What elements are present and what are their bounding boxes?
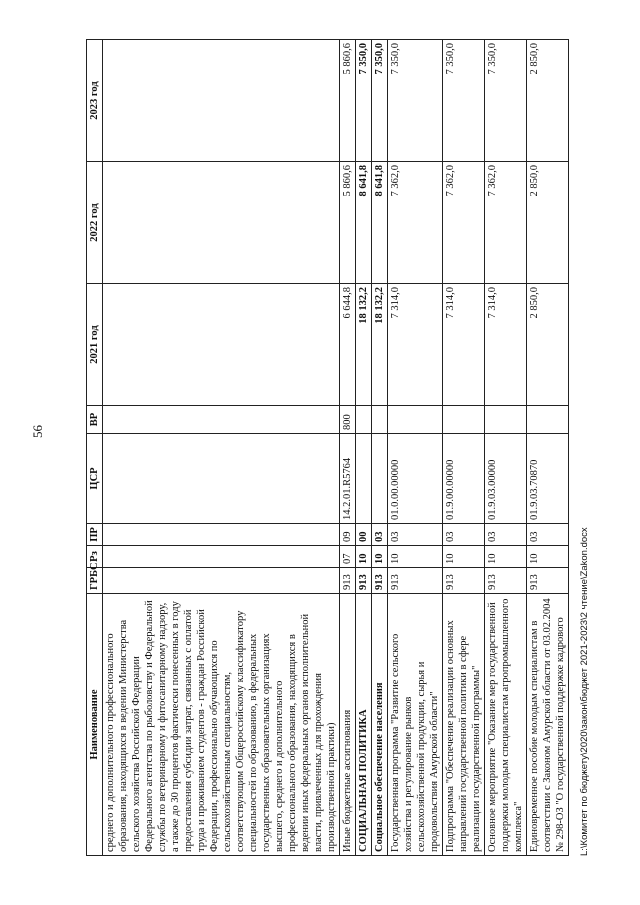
cell-csr: 14.2.01.R5764 [340, 434, 356, 524]
cell-2023: 7 350,0 [372, 40, 388, 162]
cell-pr: 09 [340, 524, 356, 546]
cell-2023: 2 850,0 [527, 40, 569, 162]
cell-rz: 10 [443, 546, 485, 568]
cell-2021: 7 314,0 [443, 284, 485, 406]
table-row [485, 40, 527, 856]
col-header-pr: ПР [87, 524, 103, 546]
cell-2022: 8 641,8 [372, 162, 388, 284]
cell-name: Единовременное пособие молодым специалистам в соответствии с Законом Амурской области от 03.02.2004 № 298-ОЗ "О государственной поддержке кадрового [527, 594, 569, 856]
col-header-2021: 2021 год [87, 284, 103, 406]
cell-pr: 03 [527, 524, 569, 546]
cell-pr [103, 524, 340, 546]
cell-name: Подпрограмма "Обеспечение реализации основных направлений государственной политики в сфере реализации государственной программы" [443, 594, 485, 856]
cell-vr [388, 406, 443, 434]
cell-2023: 7 350,0 [388, 40, 443, 162]
cell-vr [103, 406, 340, 434]
table-row [372, 40, 388, 856]
cell-vr [527, 406, 569, 434]
cell-2023 [103, 40, 340, 162]
cell-csr: 01.9.03.70870 [527, 434, 569, 524]
cell-2022 [103, 162, 340, 284]
file-path-footer: L:\Комитет по бюджету\2020\закон\бюджет 2021-2023\2 чтение\Zakon.docx [579, 527, 590, 856]
cell-grbs: 913 [356, 568, 372, 594]
cell-vr [356, 406, 372, 434]
cell-2021 [103, 284, 340, 406]
cell-pr: 03 [388, 524, 443, 546]
cell-2023: 5 860,6 [340, 40, 356, 162]
cell-rz: 07 [340, 546, 356, 568]
cell-pr: 00 [356, 524, 372, 546]
cell-2021: 6 644,8 [340, 284, 356, 406]
cell-2022: 7 362,0 [388, 162, 443, 284]
cell-rz: 10 [527, 546, 569, 568]
cell-name: СОЦИАЛЬНАЯ ПОЛИТИКА [356, 594, 372, 856]
cell-rz: 10 [485, 546, 527, 568]
cell-name: Иные бюджетные ассигнования [340, 594, 356, 856]
cell-pr: 03 [443, 524, 485, 546]
cell-rz: 10 [388, 546, 443, 568]
cell-2022: 7 362,0 [443, 162, 485, 284]
cell-grbs: 913 [388, 568, 443, 594]
cell-2023: 7 350,0 [356, 40, 372, 162]
cell-csr [356, 434, 372, 524]
page-number: 56 [30, 425, 45, 438]
cell-2022: 5 860,6 [340, 162, 356, 284]
cell-csr: 01.9.03.00000 [485, 434, 527, 524]
cell-rz [103, 546, 340, 568]
table-row [527, 40, 569, 856]
table-row [340, 40, 356, 856]
cell-pr: 03 [485, 524, 527, 546]
cell-2021: 18 132,2 [356, 284, 372, 406]
cell-csr: 01.9.00.00000 [443, 434, 485, 524]
cell-csr: 01.0.00.00000 [388, 434, 443, 524]
table-body [103, 40, 569, 856]
table-header-row [87, 40, 103, 856]
cell-vr [485, 406, 527, 434]
table-row [103, 40, 340, 856]
cell-grbs: 913 [443, 568, 485, 594]
col-header-name: Наименование [87, 594, 103, 856]
cell-grbs: 913 [527, 568, 569, 594]
cell-2022: 8 641,8 [356, 162, 372, 284]
cell-csr [372, 434, 388, 524]
cell-2021: 7 314,0 [388, 284, 443, 406]
budget-table [86, 39, 569, 856]
cell-rz: 10 [356, 546, 372, 568]
cell-2021: 2 850,0 [527, 284, 569, 406]
cell-2023: 7 350,0 [443, 40, 485, 162]
col-header-rz: Рз [87, 546, 103, 568]
cell-grbs: 913 [340, 568, 356, 594]
cell-2021: 18 132,2 [372, 284, 388, 406]
cell-2023: 7 350,0 [485, 40, 527, 162]
cell-2021: 7 314,0 [485, 284, 527, 406]
cell-name: среднего и дополнительного профессионального образования, находящихся в ведении Министерства сельского хозяйства Российской Федерации Федерального агентства по рыболовству и Федеральной службы по ветеринарному и фитосанитарному надзору, а также до 30 процентов фактически понесенных в году предоставления субсидии затрат, связанных с оплатой труда и проживанием студентов - граждан Российской Федерации, профессионально обучающихся по сельскохозяйственным специальностям, соответствующим Общероссийскому классификатору специальностей по образованию, в федеральных государственных образовательных организациях высшего, среднего и дополнительного профессионального образования, находящихся в ведении иных федеральных органов исполнительной власти, привлеченных для прохождения производственной практики) [103, 594, 340, 856]
col-header-2022: 2022 год [87, 162, 103, 284]
cell-name: Государственная программа "Развитие сельского хозяйства и регулирование рынков сельскохозяйственной продукции, сырья и продовольствия Амурской области" [388, 594, 443, 856]
cell-grbs: 913 [372, 568, 388, 594]
col-header-csr: ЦСР [87, 434, 103, 524]
col-header-vr: ВР [87, 406, 103, 434]
rotated-page-content [86, 40, 590, 856]
table-row [356, 40, 372, 856]
cell-grbs: 913 [485, 568, 527, 594]
cell-rz: 10 [372, 546, 388, 568]
cell-grbs [103, 568, 340, 594]
col-header-grbs: ГРБС [87, 568, 103, 594]
cell-pr: 03 [372, 524, 388, 546]
table-row [443, 40, 485, 856]
table-row [388, 40, 443, 856]
cell-2022: 7 362,0 [485, 162, 527, 284]
cell-csr [103, 434, 340, 524]
cell-2022: 2 850,0 [527, 162, 569, 284]
cell-vr [443, 406, 485, 434]
col-header-2023: 2023 год [87, 40, 103, 162]
cell-name: Социальное обеспечение населения [372, 594, 388, 856]
cell-vr: 800 [340, 406, 356, 434]
cell-name: Основное мероприятие "Оказание мер государственной поддержки молодым специалистам агропромышленного комплекса" [485, 594, 527, 856]
cell-vr [372, 406, 388, 434]
